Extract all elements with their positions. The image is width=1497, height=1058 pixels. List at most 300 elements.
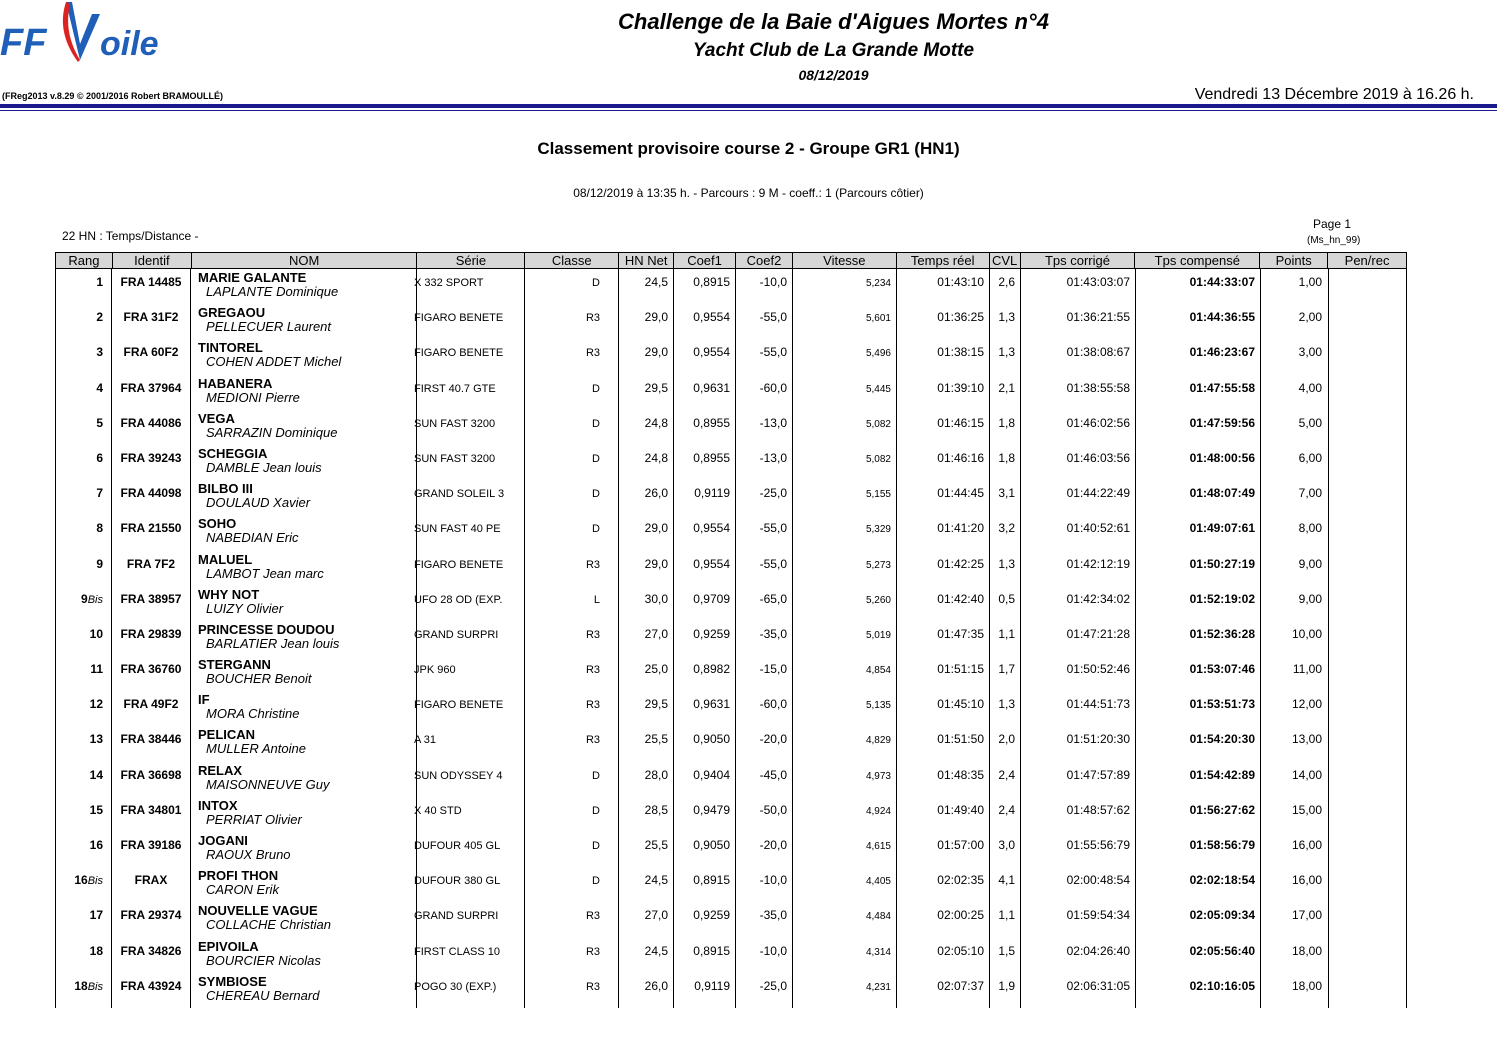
page-code: (Ms_hn_99) — [1307, 235, 1361, 246]
coef2: -55,0 — [759, 556, 787, 571]
cell-classe — [525, 586, 619, 621]
boat-name: PELICAN — [198, 727, 256, 743]
cell-coef2 — [736, 973, 793, 1008]
points: 13,00 — [1291, 732, 1322, 747]
cell-points — [1261, 656, 1329, 691]
boat-name: MALUEL — [198, 551, 253, 567]
cell-tps-corrige — [1021, 375, 1136, 410]
cell-tps-corrige — [1021, 269, 1136, 304]
table-row — [55, 410, 1407, 445]
cell-classe — [525, 797, 619, 832]
compensated-time: 01:54:42:89 — [1189, 767, 1255, 782]
hn-net: 29,0 — [644, 521, 668, 536]
boat-class: R3 — [585, 945, 600, 958]
coef2: -55,0 — [759, 310, 787, 325]
cvl: 2,1 — [998, 380, 1015, 395]
cell-nom — [191, 832, 417, 867]
points: 2,00 — [1298, 310, 1322, 325]
cell-identif — [112, 621, 191, 656]
boat-name: WHY NOT — [198, 586, 260, 602]
coef2: -35,0 — [759, 626, 787, 641]
cell-tps-corrige — [1021, 973, 1136, 1008]
corrected-time: 01:50:52:46 — [1066, 662, 1130, 677]
cell-identif — [112, 902, 191, 937]
cell-tps-corrige — [1021, 762, 1136, 797]
cell-pen-rec — [1329, 551, 1407, 586]
corrected-time: 01:42:34:02 — [1066, 591, 1130, 606]
cell-nom — [191, 621, 417, 656]
cvl: 1,1 — [998, 626, 1015, 641]
col-header-points: Points — [1260, 253, 1328, 268]
real-time: 01:38:15 — [937, 345, 984, 360]
speed: 4,314 — [865, 946, 891, 958]
corrected-time: 01:40:52:61 — [1066, 521, 1130, 536]
rank: 8 — [96, 521, 103, 536]
cell-nom — [191, 656, 417, 691]
cell-points — [1261, 973, 1329, 1008]
boat-series: GRAND SOLEIL 3 — [414, 488, 505, 501]
cell-temps-reel — [897, 938, 990, 973]
cell-hn-net — [619, 551, 674, 586]
cell-serie — [414, 656, 525, 691]
cell-coef2 — [736, 621, 793, 656]
cell-tps-compense — [1136, 902, 1261, 937]
table-row — [55, 902, 1407, 937]
boat-name: STERGANN — [198, 657, 271, 673]
cell-hn-net — [619, 867, 674, 902]
boat-class: R3 — [585, 734, 600, 747]
coef2: -50,0 — [759, 802, 787, 817]
cell-temps-reel — [897, 762, 990, 797]
coef2: -13,0 — [759, 450, 787, 465]
cell-pen-rec — [1329, 867, 1407, 902]
cell-tps-compense — [1136, 480, 1261, 515]
sail-number: FRA 29374 — [120, 908, 182, 923]
speed: 5,601 — [865, 313, 891, 325]
boat-class: R3 — [585, 910, 600, 923]
boat-class: R3 — [585, 980, 600, 993]
event-date: 08/12/2019 — [798, 67, 869, 83]
cell-serie — [414, 304, 525, 339]
corrected-time: 01:44:51:73 — [1066, 697, 1130, 712]
boat-class: D — [592, 277, 600, 289]
cell-points — [1261, 445, 1329, 480]
cell-nom — [191, 304, 417, 339]
cvl: 1,3 — [998, 345, 1015, 360]
club-name: Yacht Club de La Grande Motte — [692, 40, 975, 61]
coef1: 0,8955 — [693, 415, 730, 430]
rank: 7 — [96, 486, 103, 501]
cell-pen-rec — [1329, 902, 1407, 937]
real-time: 01:42:40 — [937, 591, 984, 606]
cell-tps-corrige — [1021, 867, 1136, 902]
boat-name: SYMBIOSE — [198, 973, 267, 989]
cell-cvl — [990, 726, 1021, 761]
coef1: 0,9404 — [693, 767, 730, 782]
cell-rang — [55, 726, 112, 761]
compensated-time: 01:54:20:30 — [1189, 732, 1255, 747]
cvl: 1,1 — [998, 908, 1015, 923]
cell-hn-net — [619, 832, 674, 867]
cell-coef2 — [736, 304, 793, 339]
cell-tps-compense — [1136, 375, 1261, 410]
boat-series: DUFOUR 380 GL — [414, 875, 501, 888]
cvl: 3,1 — [998, 486, 1015, 501]
compensated-time: 01:56:27:62 — [1189, 802, 1255, 817]
coef1: 0,8982 — [693, 662, 730, 677]
skipper-name: NABEDIAN Eric — [206, 530, 299, 546]
cell-identif — [112, 269, 191, 304]
skipper-name: COLLACHE Christian — [206, 917, 331, 933]
rank: 18 — [74, 978, 88, 993]
sail-number: FRA 7F2 — [126, 556, 176, 571]
cell-cvl — [990, 304, 1021, 339]
coef1: 0,9631 — [693, 380, 730, 395]
cell-cvl — [990, 832, 1021, 867]
header-rule-thin — [0, 110, 1497, 111]
rank: 5 — [96, 415, 103, 430]
rank-bis: Bis — [87, 593, 103, 606]
print-date: Vendredi 13 Décembre 2019 à 16.26 h. — [1194, 86, 1474, 103]
table-row — [55, 867, 1407, 902]
rank: 17 — [89, 908, 103, 923]
boat-class: D — [592, 523, 600, 536]
cell-identif — [112, 797, 191, 832]
boat-class: D — [592, 875, 600, 888]
cell-points — [1261, 867, 1329, 902]
boat-series: POGO 30 (EXP.) — [414, 980, 497, 993]
cell-hn-net — [619, 621, 674, 656]
cell-classe — [525, 375, 619, 410]
cell-coef1 — [674, 551, 736, 586]
cell-nom — [191, 973, 417, 1008]
cell-hn-net — [619, 304, 674, 339]
boat-series: SUN ODYSSEY 4 — [414, 769, 503, 782]
cell-classe — [525, 445, 619, 480]
rank: 11 — [90, 662, 103, 677]
cell-rang — [55, 762, 112, 797]
cell-cvl — [990, 269, 1021, 304]
cell-rang — [55, 445, 112, 480]
cell-coef1 — [674, 586, 736, 621]
cell-cvl — [990, 586, 1021, 621]
speed: 5,273 — [865, 559, 891, 571]
boat-name: SOHO — [198, 516, 237, 532]
points: 5,00 — [1298, 415, 1322, 430]
skipper-name: CHEREAU Bernard — [206, 987, 320, 1003]
cell-tps-corrige — [1021, 691, 1136, 726]
cell-serie — [414, 902, 525, 937]
points: 6,00 — [1298, 450, 1322, 465]
cell-classe — [525, 832, 619, 867]
cell-coef1 — [674, 797, 736, 832]
compensated-time: 01:44:33:07 — [1189, 275, 1255, 289]
cell-coef2 — [736, 867, 793, 902]
cell-tps-corrige — [1021, 797, 1136, 832]
table-row — [55, 551, 1407, 586]
cell-identif — [112, 410, 191, 445]
compensated-time: 01:48:00:56 — [1189, 450, 1255, 465]
boat-name: NOUVELLE VAGUE — [198, 903, 318, 919]
coef2: -60,0 — [759, 697, 787, 712]
boat-class: D — [592, 452, 600, 465]
boat-class: L — [593, 593, 600, 606]
cell-tps-compense — [1136, 445, 1261, 480]
compensated-time: 02:10:16:05 — [1189, 978, 1255, 993]
sail-number: FRAX — [134, 873, 168, 888]
corrected-time: 01:38:55:58 — [1066, 380, 1130, 395]
boat-class: D — [592, 804, 600, 817]
cell-nom — [191, 867, 417, 902]
compensated-time: 01:53:51:73 — [1189, 697, 1255, 712]
skipper-name: RAOUX Bruno — [206, 847, 291, 862]
cell-tps-corrige — [1021, 551, 1136, 586]
results-table — [55, 252, 1407, 1008]
table-row — [55, 480, 1407, 515]
cell-tps-compense — [1136, 410, 1261, 445]
cell-identif — [112, 656, 191, 691]
coef1: 0,9554 — [693, 310, 730, 325]
boat-series: DUFOUR 405 GL — [414, 840, 501, 852]
software-credit: (FReg2013 v.8.29 © 2001/2016 Robert BRAMOULLÉ) — [2, 91, 224, 101]
cell-tps-compense — [1136, 269, 1261, 304]
cell-pen-rec — [1329, 586, 1407, 621]
skipper-name: BARLATIER Jean louis — [206, 635, 340, 651]
cell-rang — [55, 586, 112, 621]
cell-temps-reel — [897, 973, 990, 1008]
cell-cvl — [990, 902, 1021, 937]
cell-serie — [414, 762, 525, 797]
points: 16,00 — [1291, 873, 1322, 888]
speed: 5,082 — [865, 418, 891, 430]
col-header-tps-corrige: Tps corrigé — [1021, 253, 1136, 268]
points: 9,00 — [1298, 591, 1322, 606]
cell-coef1 — [674, 938, 736, 973]
cell-tps-compense — [1136, 551, 1261, 586]
cell-coef1 — [674, 515, 736, 550]
col-header-coef1: Coef1 — [674, 253, 736, 268]
cell-identif — [112, 375, 191, 410]
cell-hn-net — [619, 375, 674, 410]
rank: 2 — [96, 310, 103, 325]
coef1: 0,9554 — [693, 345, 730, 360]
coef1: 0,9709 — [693, 591, 730, 606]
cell-coef1 — [674, 762, 736, 797]
cell-nom — [191, 551, 417, 586]
cell-tps-compense — [1136, 304, 1261, 339]
cell-rang — [55, 867, 112, 902]
boat-series: FIRST CLASS 10 — [414, 945, 500, 958]
corrected-time: 02:00:48:54 — [1066, 873, 1130, 888]
cell-tps-compense — [1136, 515, 1261, 550]
cell-coef2 — [736, 269, 793, 304]
cell-temps-reel — [897, 621, 990, 656]
cell-points — [1261, 304, 1329, 339]
hn-net: 28,5 — [644, 802, 668, 817]
skipper-name: MULLER Antoine — [206, 741, 306, 757]
compensated-time: 01:53:07:46 — [1189, 662, 1255, 677]
cell-tps-compense — [1136, 339, 1261, 374]
cell-identif — [112, 762, 191, 797]
cell-coef1 — [674, 375, 736, 410]
real-time: 02:02:35 — [937, 873, 984, 888]
cvl: 1,3 — [998, 310, 1015, 325]
cvl: 1,8 — [998, 415, 1015, 430]
cell-coef2 — [736, 339, 793, 374]
cell-pen-rec — [1329, 832, 1407, 867]
real-time: 01:47:35 — [937, 626, 984, 641]
real-time: 01:43:10 — [937, 275, 984, 289]
svg-text:FF: FF — [0, 22, 47, 64]
cell-temps-reel — [897, 726, 990, 761]
cell-pen-rec — [1329, 375, 1407, 410]
cell-tps-compense — [1136, 938, 1261, 973]
cell-tps-corrige — [1021, 445, 1136, 480]
cell-nom — [191, 762, 417, 797]
cell-tps-compense — [1136, 797, 1261, 832]
real-time: 01:49:40 — [937, 802, 984, 817]
rank: 15 — [89, 802, 103, 817]
real-time: 02:05:10 — [937, 943, 984, 958]
cell-pen-rec — [1329, 269, 1407, 304]
skipper-name: MEDIONI Pierre — [206, 389, 300, 405]
cvl: 2,4 — [998, 767, 1015, 782]
cell-hn-net — [619, 445, 674, 480]
cell-vitesse — [793, 867, 897, 902]
sail-number: FRA 36760 — [120, 662, 182, 677]
cell-coef1 — [674, 269, 736, 304]
points: 4,00 — [1298, 380, 1322, 395]
cell-identif — [112, 480, 191, 515]
corrected-time: 01:36:21:55 — [1066, 310, 1130, 325]
coef1: 0,9259 — [693, 626, 730, 641]
cell-temps-reel — [897, 410, 990, 445]
cell-serie — [414, 269, 525, 304]
sail-number: FRA 34826 — [120, 943, 182, 958]
skipper-name: DOULAUD Xavier — [206, 495, 311, 511]
boat-name: IF — [198, 692, 210, 708]
page-label: Page 1 — [1313, 217, 1352, 231]
speed: 4,405 — [865, 876, 891, 888]
table-row — [55, 832, 1407, 867]
hn-net: 26,0 — [644, 486, 668, 501]
cvl: 1,3 — [998, 697, 1015, 712]
cell-coef1 — [674, 410, 736, 445]
compensated-time: 01:46:23:67 — [1189, 345, 1255, 360]
cell-coef2 — [736, 762, 793, 797]
cvl: 2,6 — [998, 275, 1015, 289]
real-time: 01:45:10 — [937, 697, 984, 712]
cell-classe — [525, 339, 619, 374]
cell-cvl — [990, 410, 1021, 445]
sail-number: FRA 60F2 — [123, 345, 179, 360]
cell-serie — [414, 410, 525, 445]
cell-classe — [525, 480, 619, 515]
sail-number: FRA 36698 — [120, 767, 182, 782]
cell-coef1 — [674, 656, 736, 691]
skipper-name: PELLECUER Laurent — [206, 319, 332, 335]
cell-nom — [191, 410, 417, 445]
cell-points — [1261, 410, 1329, 445]
coef1: 0,9050 — [693, 838, 730, 852]
cell-cvl — [990, 621, 1021, 656]
points: 14,00 — [1291, 767, 1322, 782]
boat-series: SUN FAST 3200 — [414, 452, 496, 465]
cvl: 1,3 — [998, 556, 1015, 571]
cell-serie — [414, 938, 525, 973]
boat-class: D — [592, 769, 600, 782]
points: 17,00 — [1291, 908, 1322, 923]
col-header-tps-compense: Tps compensé — [1135, 253, 1260, 268]
boat-class: D — [592, 488, 600, 501]
cell-coef2 — [736, 551, 793, 586]
cell-nom — [191, 586, 417, 621]
skipper-name: MORA Christine — [206, 706, 300, 722]
cvl: 1,9 — [998, 978, 1015, 993]
report-title: Classement provisoire course 2 - Groupe GR1 (HN1) — [537, 139, 960, 158]
coef1: 0,9119 — [694, 978, 730, 993]
boat-series: FIRST 40.7 GTE — [414, 382, 496, 395]
boat-name: MARIE GALANTE — [198, 270, 307, 285]
points: 18,00 — [1291, 943, 1322, 958]
cell-serie — [414, 515, 525, 550]
points: 7,00 — [1298, 486, 1322, 501]
hn-net: 25,5 — [644, 732, 668, 747]
corrected-time: 01:38:08:67 — [1066, 345, 1130, 360]
boat-name: TINTOREL — [198, 340, 263, 356]
cell-hn-net — [619, 938, 674, 973]
rank: 3 — [96, 345, 103, 360]
boat-name: GREGAOU — [198, 305, 266, 321]
cvl: 3,2 — [998, 521, 1015, 536]
cell-temps-reel — [897, 480, 990, 515]
boat-series: SUN FAST 40 PE — [414, 523, 501, 536]
cell-serie — [414, 375, 525, 410]
points: 9,00 — [1298, 556, 1322, 571]
coef1: 0,9479 — [693, 802, 730, 817]
sail-number: FRA 38957 — [120, 591, 182, 606]
boat-count: 22 HN : Temps/Distance - — [62, 229, 199, 243]
cell-coef2 — [736, 938, 793, 973]
cell-pen-rec — [1329, 621, 1407, 656]
hn-net: 28,0 — [644, 767, 668, 782]
coef2: -55,0 — [759, 521, 787, 536]
cell-vitesse — [793, 551, 897, 586]
compensated-time: 02:05:56:40 — [1189, 943, 1255, 958]
cell-coef2 — [736, 902, 793, 937]
sail-number: FRA 44098 — [120, 486, 182, 501]
cell-coef2 — [736, 375, 793, 410]
boat-name: SCHEGGIA — [198, 445, 268, 461]
boat-class: R3 — [585, 664, 600, 677]
cell-identif — [112, 832, 191, 867]
cell-pen-rec — [1329, 339, 1407, 374]
coef2: -10,0 — [759, 943, 787, 958]
boat-class: R3 — [585, 628, 600, 641]
cell-points — [1261, 832, 1329, 867]
real-time: 01:57:00 — [937, 838, 984, 852]
table-header — [55, 252, 1407, 269]
cell-classe — [525, 973, 619, 1008]
cell-cvl — [990, 445, 1021, 480]
cell-temps-reel — [897, 445, 990, 480]
cell-cvl — [990, 938, 1021, 973]
real-time: 01:41:20 — [937, 521, 984, 536]
boat-series: GRAND SURPRI — [414, 910, 499, 923]
speed: 4,484 — [865, 911, 891, 923]
cell-hn-net — [619, 797, 674, 832]
cvl: 2,4 — [998, 802, 1015, 817]
